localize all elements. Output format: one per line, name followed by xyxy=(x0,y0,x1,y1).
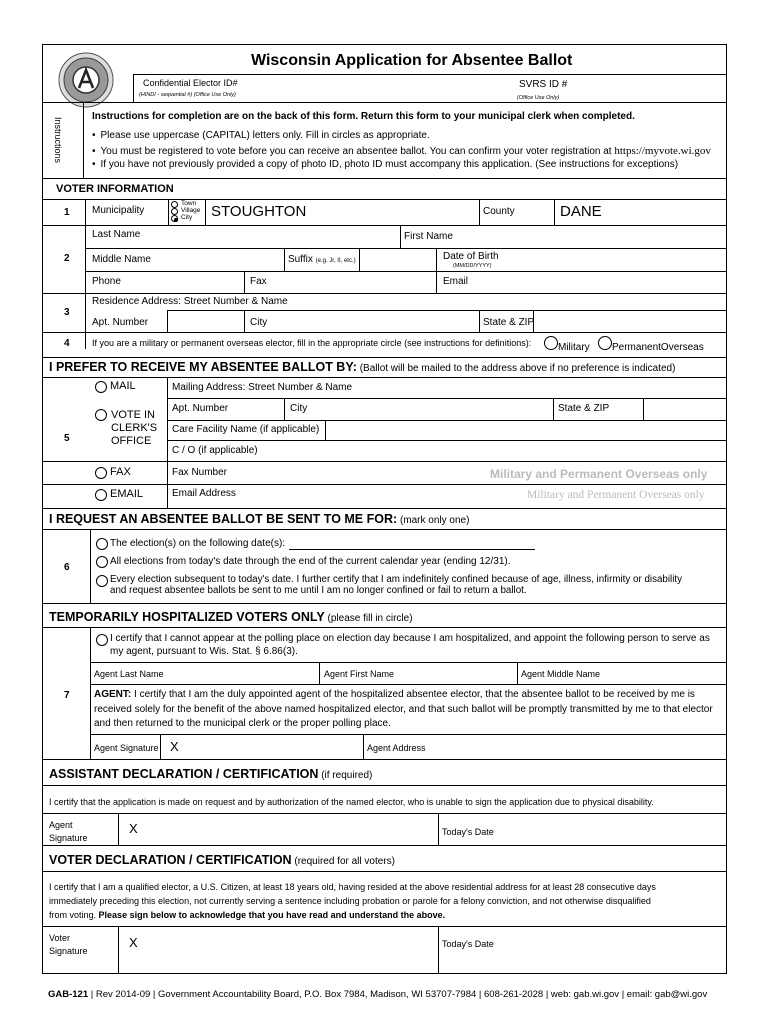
instructions-heading: Instructions for completion are on the back of this form. Return this form to your municipal clerk when completed. xyxy=(92,111,635,122)
assistant-heading: ASSISTANT DECLARATION / CERTIFICATION (if required) xyxy=(49,767,373,781)
agent-certification-2: received solely for the benefit of the above named hospitalized elector, and that such ballot will be promptly transmitted by me to that elector xyxy=(94,704,713,715)
dob-note: (MM/DD/YYYY) xyxy=(453,263,492,269)
county-label: County xyxy=(483,206,515,217)
city-radio[interactable] xyxy=(171,215,178,222)
village-label: Village xyxy=(181,207,201,214)
mail-label: MAIL xyxy=(110,380,136,392)
voter-declaration-text-1: I certify that I am a qualified elector, a U.S. Citizen, at least 18 years old, having resided at the above residential address for at least 28 consecutive days xyxy=(49,882,656,892)
form-title: Wisconsin Application for Absentee Ballot xyxy=(251,52,573,69)
calendar-year-label: All elections from today's date through the end of the current calendar year (ending 12/31). xyxy=(110,556,511,567)
fax-radio[interactable] xyxy=(95,467,107,479)
co-label: C / O (if applicable) xyxy=(172,445,258,456)
county-value[interactable]: DANE xyxy=(560,203,602,220)
municipality-label: Municipality xyxy=(92,205,145,216)
permanent-overseas-label: PermanentOverseas xyxy=(612,342,704,353)
mail-city-label: City xyxy=(290,403,308,414)
svrs-note: (Office Use Only) xyxy=(517,95,560,101)
voter-declaration-text-2: immediately preceding this election, not currently serving a sentence including probation or parole for a felony conviction, and not otherwise disqualified xyxy=(49,896,651,906)
city-label: City xyxy=(250,317,268,328)
hospitalized-certify-2: my agent, pursuant to Wis. Stat. § 6.86(3). xyxy=(110,646,298,657)
middle-name-label: Middle Name xyxy=(92,254,151,265)
assistant-signature-label: Signature xyxy=(49,833,88,843)
elector-id-note: (HINDI - sequential #) (Office Use Only) xyxy=(139,92,236,98)
row-number-2: 2 xyxy=(64,253,70,264)
mail-radio[interactable] xyxy=(95,381,107,393)
instruction-bullet-3: • If you have not previously provided a copy of photo ID, photo ID must accompany this application. (See instructions for exceptions) xyxy=(92,159,678,170)
office-label: OFFICE xyxy=(111,435,152,447)
agent-first-name-label: Agent First Name xyxy=(324,669,395,679)
mail-state-zip-label: State & ZIP xyxy=(558,403,610,414)
last-name-label: Last Name xyxy=(92,229,141,240)
municipality-value[interactable]: STOUGHTON xyxy=(211,203,307,220)
calendar-year-radio[interactable] xyxy=(96,556,108,568)
request-heading: I REQUEST AN ABSENTEE BALLOT BE SENT TO ME FOR: (mark only one) xyxy=(49,512,470,526)
row-number-1: 1 xyxy=(64,207,70,218)
first-name-label: First Name xyxy=(404,231,453,242)
town-radio[interactable] xyxy=(171,201,178,208)
election-dates-label: The election(s) on the following date(s): xyxy=(110,538,286,549)
voter-signature-x[interactable]: X xyxy=(129,935,138,950)
row-number-6: 6 xyxy=(64,562,70,573)
agent-certification-3: and then returned to the municipal clerk or the proper polling place. xyxy=(94,718,391,729)
voter-todays-date-label: Today's Date xyxy=(442,939,494,949)
mailing-address-label: Mailing Address: Street Number & Name xyxy=(172,382,353,393)
election-dates-radio[interactable] xyxy=(96,538,108,550)
hospitalized-heading: TEMPORARILY HOSPITALIZED VOTERS ONLY (please fill in circle) xyxy=(49,610,413,624)
village-radio[interactable] xyxy=(171,208,178,215)
fax-label: Fax xyxy=(250,276,267,287)
voter-declaration-heading: VOTER DECLARATION / CERTIFICATION (required for all voters) xyxy=(49,853,395,867)
voter-declaration-text-3: from voting. Please sign below to acknowledge that you have read and understand the above. xyxy=(49,910,446,920)
military-label: Military xyxy=(558,342,590,353)
assistant-signature-x[interactable]: X xyxy=(129,821,138,836)
elector-id-label: Confidential Elector ID# xyxy=(143,78,238,88)
military-overseas-instruction: If you are a military or permanent overseas elector, fill in the appropriate circle (see instructions for definitions): xyxy=(92,338,532,348)
hospitalized-certify-radio[interactable] xyxy=(96,634,108,646)
footer xyxy=(48,989,707,1000)
dob-label: Date of Birth xyxy=(443,251,499,262)
email-label: Email xyxy=(443,276,469,287)
myvote-link[interactable]: https://myvote.wi.gov xyxy=(614,145,711,157)
svrs-label: SVRS ID # xyxy=(519,79,568,90)
suffix-label: Suffix (e.g. Jr, II, etc.) xyxy=(288,254,356,265)
care-facility-label: Care Facility Name (if applicable) xyxy=(172,424,320,435)
apt-number-label: Apt. Number xyxy=(92,317,149,328)
instruction-bullet-2: • You must be registered to vote before you can receive an absentee ballot. You can confirm your voter registration at https://myvote.wi.gov xyxy=(92,145,711,157)
assistant-agent-label: Agent xyxy=(49,820,73,830)
state-zip-label: State & ZIP xyxy=(483,317,535,328)
email-military-only-note: Military and Permanent Overseas only xyxy=(527,489,705,501)
agent-middle-name-label: Agent Middle Name xyxy=(521,669,601,679)
town-label: Town xyxy=(181,200,197,207)
email-delivery-label: EMAIL xyxy=(110,488,144,500)
residence-address-label: Residence Address: Street Number & Name xyxy=(92,296,288,307)
form-id: GAB-121 xyxy=(48,989,89,1000)
clerks-label: CLERK'S xyxy=(111,422,158,434)
agent-signature-label: Agent Signature xyxy=(94,743,159,753)
agent-last-name-label: Agent Last Name xyxy=(94,669,164,679)
agent-certification-1: AGENT: I certify that I am the duly appointed agent of the hospitalized absentee elector, that the absentee ballot to be received by me is xyxy=(94,689,695,700)
instructions-side-label: Instructions xyxy=(53,116,64,164)
row-number-7: 7 xyxy=(64,690,70,701)
email-radio[interactable] xyxy=(95,489,107,501)
vote-in-label: VOTE IN xyxy=(111,409,156,421)
mail-apt-label: Apt. Number xyxy=(172,403,229,414)
fax-number-label: Fax Number xyxy=(172,467,228,478)
phone-label: Phone xyxy=(92,276,121,287)
hospitalized-certify-1: I certify that I cannot appear at the polling place on election day because I am hospitalized, and appoint the following person to serve as xyxy=(110,633,710,644)
footer-text: | Rev 2014-09 | Government Accountability Board, P.O. Box 7984, Madison, WI 53707-7984 | 608-261-2028 | web: gab.wi.gov | email: gab@wi.gov xyxy=(88,989,708,1000)
indefinitely-confined-label-2: and request absentee ballots be sent to me until I am no longer confined or fail to return a ballot. xyxy=(110,585,527,596)
assistant-certification-text: I certify that the application is made on request and by authorization of the named elector, who is unable to sign the application due to physical disability. xyxy=(49,797,654,807)
state-seal-logo xyxy=(58,52,114,108)
email-address-label: Email Address xyxy=(172,488,236,499)
voter-signature-label: Signature xyxy=(49,946,88,956)
voter-information-heading: VOTER INFORMATION xyxy=(56,183,174,195)
military-radio[interactable] xyxy=(544,336,558,350)
row-number-5: 5 xyxy=(64,433,70,444)
assistant-todays-date-label: Today's Date xyxy=(442,827,494,837)
prefer-heading: I PREFER TO RECEIVE MY ABSENTEE BALLOT BY: (Ballot will be mailed to the address above if no preference is indicated) xyxy=(49,360,676,374)
city-radio-label: City xyxy=(181,214,193,221)
agent-signature-x[interactable]: X xyxy=(170,739,179,754)
instruction-bullet-1: • Please use uppercase (CAPITAL) letters only. Fill in circles as appropriate. xyxy=(92,130,430,141)
permanent-overseas-radio[interactable] xyxy=(598,336,612,350)
fax-military-only-note: Military and Permanent Overseas only xyxy=(490,467,708,481)
voter-label: Voter xyxy=(49,933,71,943)
absentee-ballot-form xyxy=(42,44,727,974)
fax-delivery-label: FAX xyxy=(110,466,131,478)
agent-address-label: Agent Address xyxy=(367,743,426,753)
vote-in-clerks-office-radio[interactable] xyxy=(95,409,107,421)
indefinitely-confined-label-1: Every election subsequent to today's date. I further certify that I am indefinitely confined because of age, illness, infirmity or disability xyxy=(110,574,683,585)
indefinitely-confined-radio[interactable] xyxy=(96,575,108,587)
row-number-3: 3 xyxy=(64,307,70,318)
row-number-4: 4 xyxy=(64,338,70,349)
